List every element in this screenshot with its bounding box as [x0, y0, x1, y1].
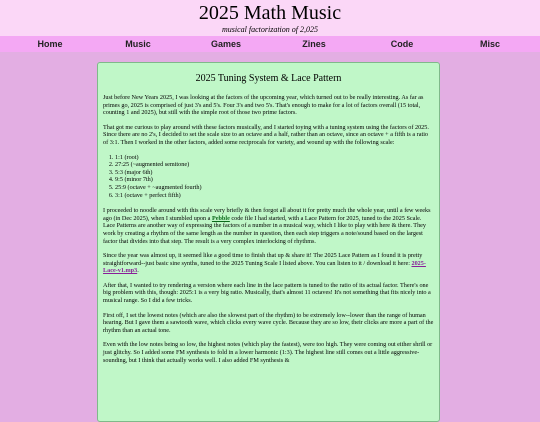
- paragraph-intro: Just before New Years 2025, I was looking at the factors of the upcoming year, which turned out to be really interesting. As far as primes go, 2025 is comprised of just 3's and 5's. Four 3's and two 5's. That's enough to make for a lot of factors overall (15 total, counting 1 and 2025), but still with the simple root of those two prime factors.: [103, 94, 424, 117]
- nav-zines[interactable]: Zines: [302, 39, 326, 49]
- paragraph-high-notes: Even with the low notes being so low, the highest notes (which play the fastest), were too high. They were coming out either shrill or just glitchy. So I added some FM synthesis to fold in a lower harmonic (1:3). The highest line still comes out a little aggressive-sounding, but I think that actually works well. I also added FM synthesis &: [103, 341, 433, 364]
- nav-games[interactable]: Games: [210, 39, 242, 49]
- paragraph-download: [103, 252, 434, 275]
- text: code file I had started, with a Lace Pattern for 2025, tuned to the 2025 Scale. Lace Patterns are another way of expressing the factors of a number in a musical way, which I like to play with here & there. They work by creating a rhythm of the same length as the number in question, then each step triggers a note/sound based on the largest factor that divides into that step. The result is a very complex interlocking of rhythms.: [103, 214, 427, 245]
- text: I proceeded to noodle around with this scale very briefly & then forgot all about it for pretty much the whole year, until a few weeks ago (in Dec 2025), when I stumbled upon a: [103, 207, 431, 222]
- paragraph-low-notes: First off, I set the lowest notes (which are also the slowest part of the rhythm) to be extremely low--lower than the range of human hearing. But I gave them a sawtooth wave, which clicks every wave cycle. Because they are so low, their clicks are more a part of the rhythm than an actual tone.: [103, 311, 434, 334]
- scale-item: 2. 27:25 (~augmented semitone): [115, 161, 434, 169]
- paragraph-tuning: That got me curious to play around with these factors musically, and I started toying with a tuning system using the factors of 2025. Since there are no 2's, I decided to set the scale size to an octave and a half, rather than an octave, since an octave + a fifth is a ratio of 3:1. Then I worked in the other factors, added some reciprocals for variety, and wound up with the following scale:: [103, 123, 429, 146]
- article-panel: [97, 62, 440, 422]
- nav-home[interactable]: Home: [37, 39, 63, 49]
- scale-list: [103, 154, 434, 200]
- nav-code[interactable]: Code: [390, 39, 414, 49]
- paragraph-lace: [103, 207, 434, 245]
- main-nav: [0, 36, 540, 52]
- scale-item: 1. 1:1 (root): [115, 154, 434, 162]
- text: Since the year was almost up, it seemed like a good time to finish that up & share it! The 2025 Lace Pattern as I found it is pretty straightforward--just basic sine synths, tuned to the 2025 Tuning Scale I listed above. You can listen to it / download it here:: [103, 252, 423, 267]
- text: .: [137, 267, 139, 275]
- scale-item: 3. 5:3 (major 6th): [115, 169, 434, 177]
- nav-music[interactable]: Music: [125, 39, 151, 49]
- scale-item: 6. 3:1 (octave + perfect fifth): [115, 192, 434, 200]
- scale-item: 5. 25:9 (octave + ~augmented fourth): [115, 184, 434, 192]
- paragraph-render: After that, I wanted to try rendering a version where each line in the lace pattern is tuned to the ratio of its actual factor. There's one big problem with this, though: 2025:1 is a very big ratio. Musically, that's almost 11 octaves! It's not something that fits nicely into a musical range. So I did a few tricks.: [103, 281, 431, 305]
- nav-misc[interactable]: Misc: [479, 39, 500, 49]
- site-title: 2025 Math Music: [198, 2, 342, 24]
- pebble-link[interactable]: Pebble: [211, 214, 230, 222]
- scale-item: 4. 9:5 (minor 7th): [115, 176, 434, 184]
- article-title: 2025 Tuning System & Lace Pattern: [195, 73, 342, 84]
- mp3-download-link[interactable]: 2025-Lace-v1.mp3: [103, 259, 426, 275]
- site-header: [0, 0, 540, 36]
- site-subtitle: musical factorization of 2,025: [222, 25, 318, 34]
